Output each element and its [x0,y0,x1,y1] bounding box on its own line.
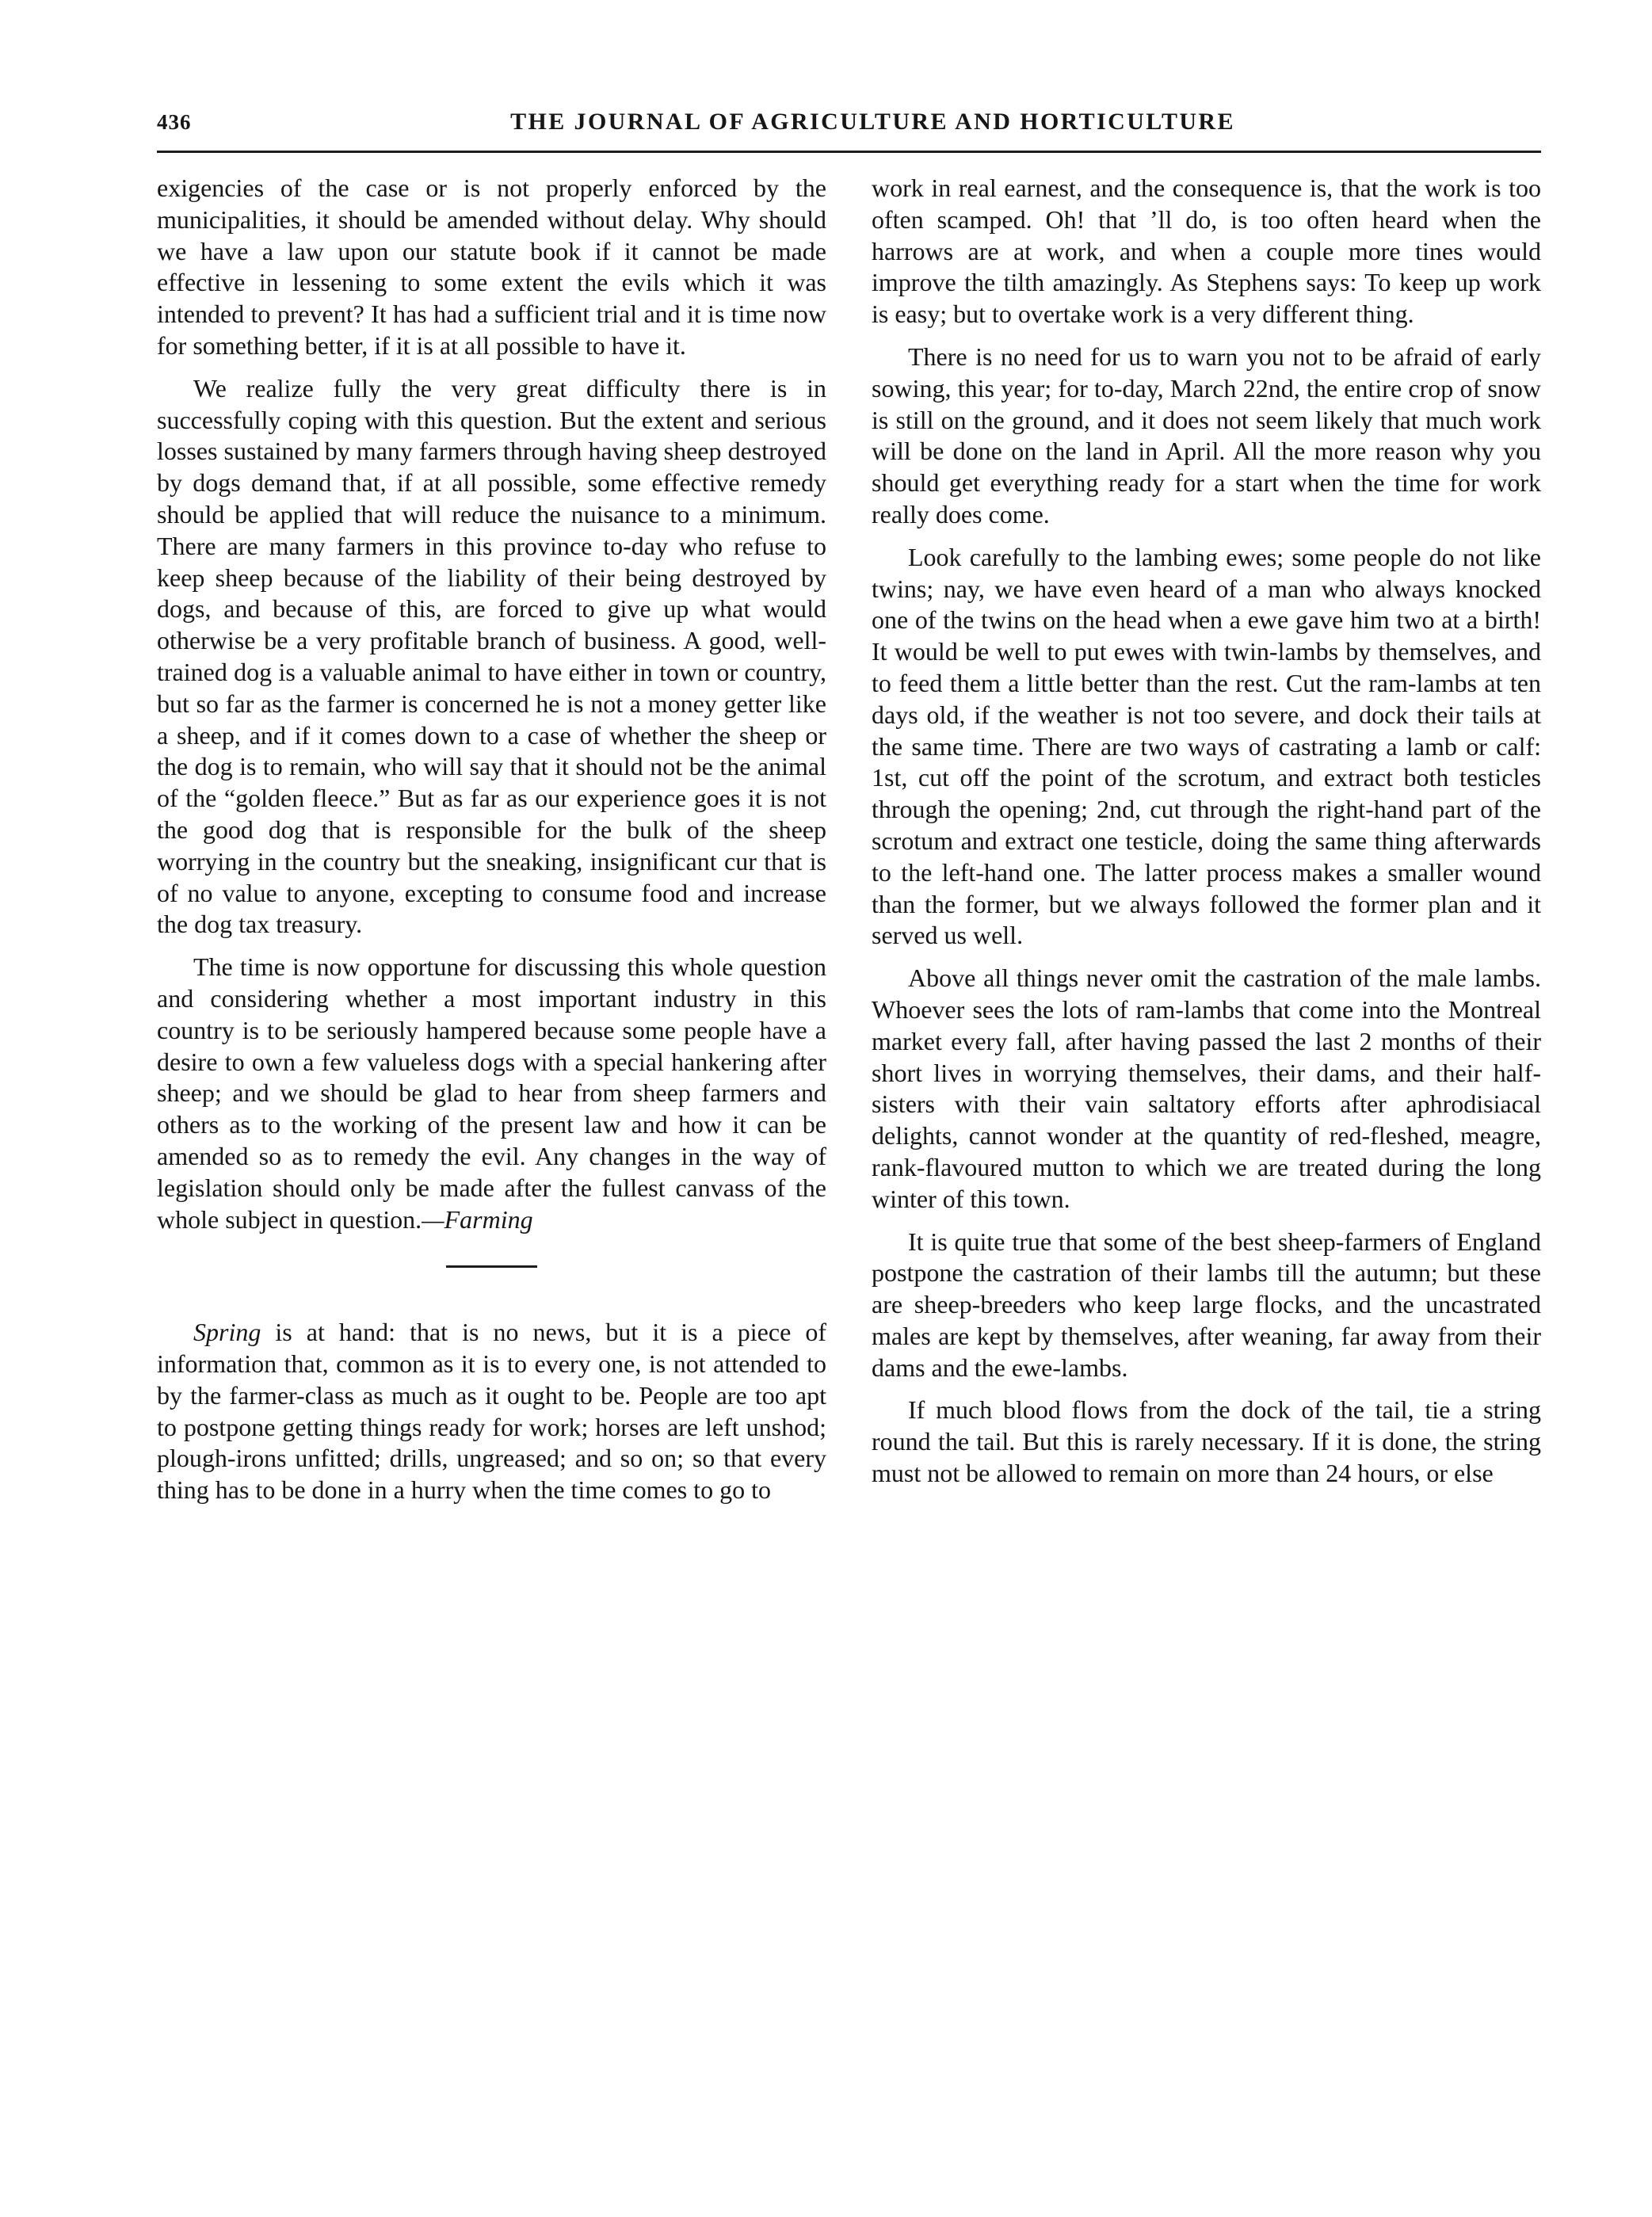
paragraph: It is quite true that some of the best sheep-farmers of England postpone the castration of their lambs till the autumn; but these are sheep-breeders who keep large flocks, and the uncastrated males are kept by themselves, after weaning, far away from their dams and the ewe-lambs. [872,1227,1541,1382]
paragraph: Look carefully to the lambing ewes; some people do not like twins; nay, we have even heard of a man who always knocked one of the twins on the head when a ewe gave him two at a birth! It would be well to put ewes with twin-lambs by themselves, and to feed them a little better than the rest. Cut the ram-lambs at ten days old, if the weather is not too severe, and dock their tails at the same time. There are two ways of castrating a lamb or calf: 1st, cut off the point of the scrotum, and extract both testicles through the opening; 2nd, cut through the right-hand part of the scrotum and extract one testicle, doing the same thing afterwards to the left-hand one. The latter process makes a smaller wound than the former, but we always followed the former plan and it served us well. [872,542,1541,950]
section-divider [446,1265,537,1268]
paragraph: work in real earnest, and the consequence is, that the work is too often scamped. Oh! that ’ll do, is too often heard when the harrows are at work, and when a couple more tines would improve the tilth amazingly. As Stephens says: To keep up work is easy; but to overtake work is a very different thing. [872,174,1541,329]
left-column [157,173,826,1517]
paragraph: There is no need for us to warn you not to be afraid of early sowing, this year; for to-day, March 22nd, the entire crop of snow is still on the ground, and it does not seem likely that much work will be done on the land in April. All the more reason why you should get everything ready for a start when the time for work really does come. [872,342,1541,528]
paragraph-text: The time is now opportune for discussing this whole question and considering whether a most important industry in this country is to be seriously hampered because some people have a desire to own a few valueless dogs with a special hankering after sheep; and we should be glad to hear from sheep farmers and others as to the working of the present law and how it can be amended so as to remedy the evil. Any changes in the way of legislation should only be made after the fullest canvass of the whole subject in question. [157,952,826,1234]
paragraph [157,1317,826,1506]
paragraph: We realize fully the very great difficulty there is in successfully coping with this question. But the extent and serious losses sustained by many farmers through having sheep destroyed by dogs demand that, if at all possible, some effective remedy should be applied that will reduce the nuisance to a minimum. There are many farmers in this province to-day who refuse to keep sheep because of the liability of their being destroyed by dogs, and because of this, are forced to give up what would otherwise be a very profitable branch of business. A good, well-trained dog is a valuable animal to have either in town or country, but so far as the farmer is concerned he is not a money getter like a sheep, and if it comes down to a case of whether the sheep or the dog is to remain, who will say that it should not be the animal of the “golden fleece.” But as far as our experience goes it is not the good dog that is responsible for the bulk of the sheep worrying in the country but the sneaking, insignificant cur that is of no value to anyone, excepting to consume food and increase the dog tax treasury. [157,373,826,939]
lead-word: Spring [193,1318,261,1347]
right-column [872,173,1541,1501]
source-credit: —Farming [422,1204,533,1234]
paragraph: If much blood flows from the dock of the tail, tie a string round the tail. But this is rarely necessary. If it is done, the string must not be allowed to remain on more than 24 hours, or else [872,1395,1541,1488]
paragraph [157,952,826,1235]
page-header [157,101,1541,143]
running-title: THE JOURNAL OF AGRICULTURE AND HORTICULTURE [510,109,1235,135]
header-rule [157,151,1541,153]
paragraph-text: is at hand: that is no news, but it is a piece of information that, common as it is to every one, is not attended to by the farmer-class as much as it ought to be. People are too apt to postpone getting things ready for work; horses are left unshod; plough-irons unfitted; drills, ungreased; and so on; so that every thing has to be done in a hurry when the time comes to go to [157,1318,826,1505]
paragraph: exigencies of the case or is not properly enforced by the municipalities, it should be amended without delay. Why should we have a law upon our statute book if it cannot be made effective in lessening to some extent the evils which it was intended to prevent? It has had a sufficient trial and it is time now for something better, if it is at all possible to have it. [157,174,826,360]
paragraph: Above all things never omit the castration of the male lambs. Whoever sees the lots of ram-lambs that come into the Montreal market every fall, after having passed the last 2 months of their short lives in worrying themselves, their dams, and their half-sisters with their vain saltatory efforts after aphrodisiacal delights, cannot wonder at the quantity of red-fleshed, meagre, rank-flavoured mutton to which we are treated during the long winter of this town. [872,963,1541,1213]
page-number: 436 [157,110,192,134]
